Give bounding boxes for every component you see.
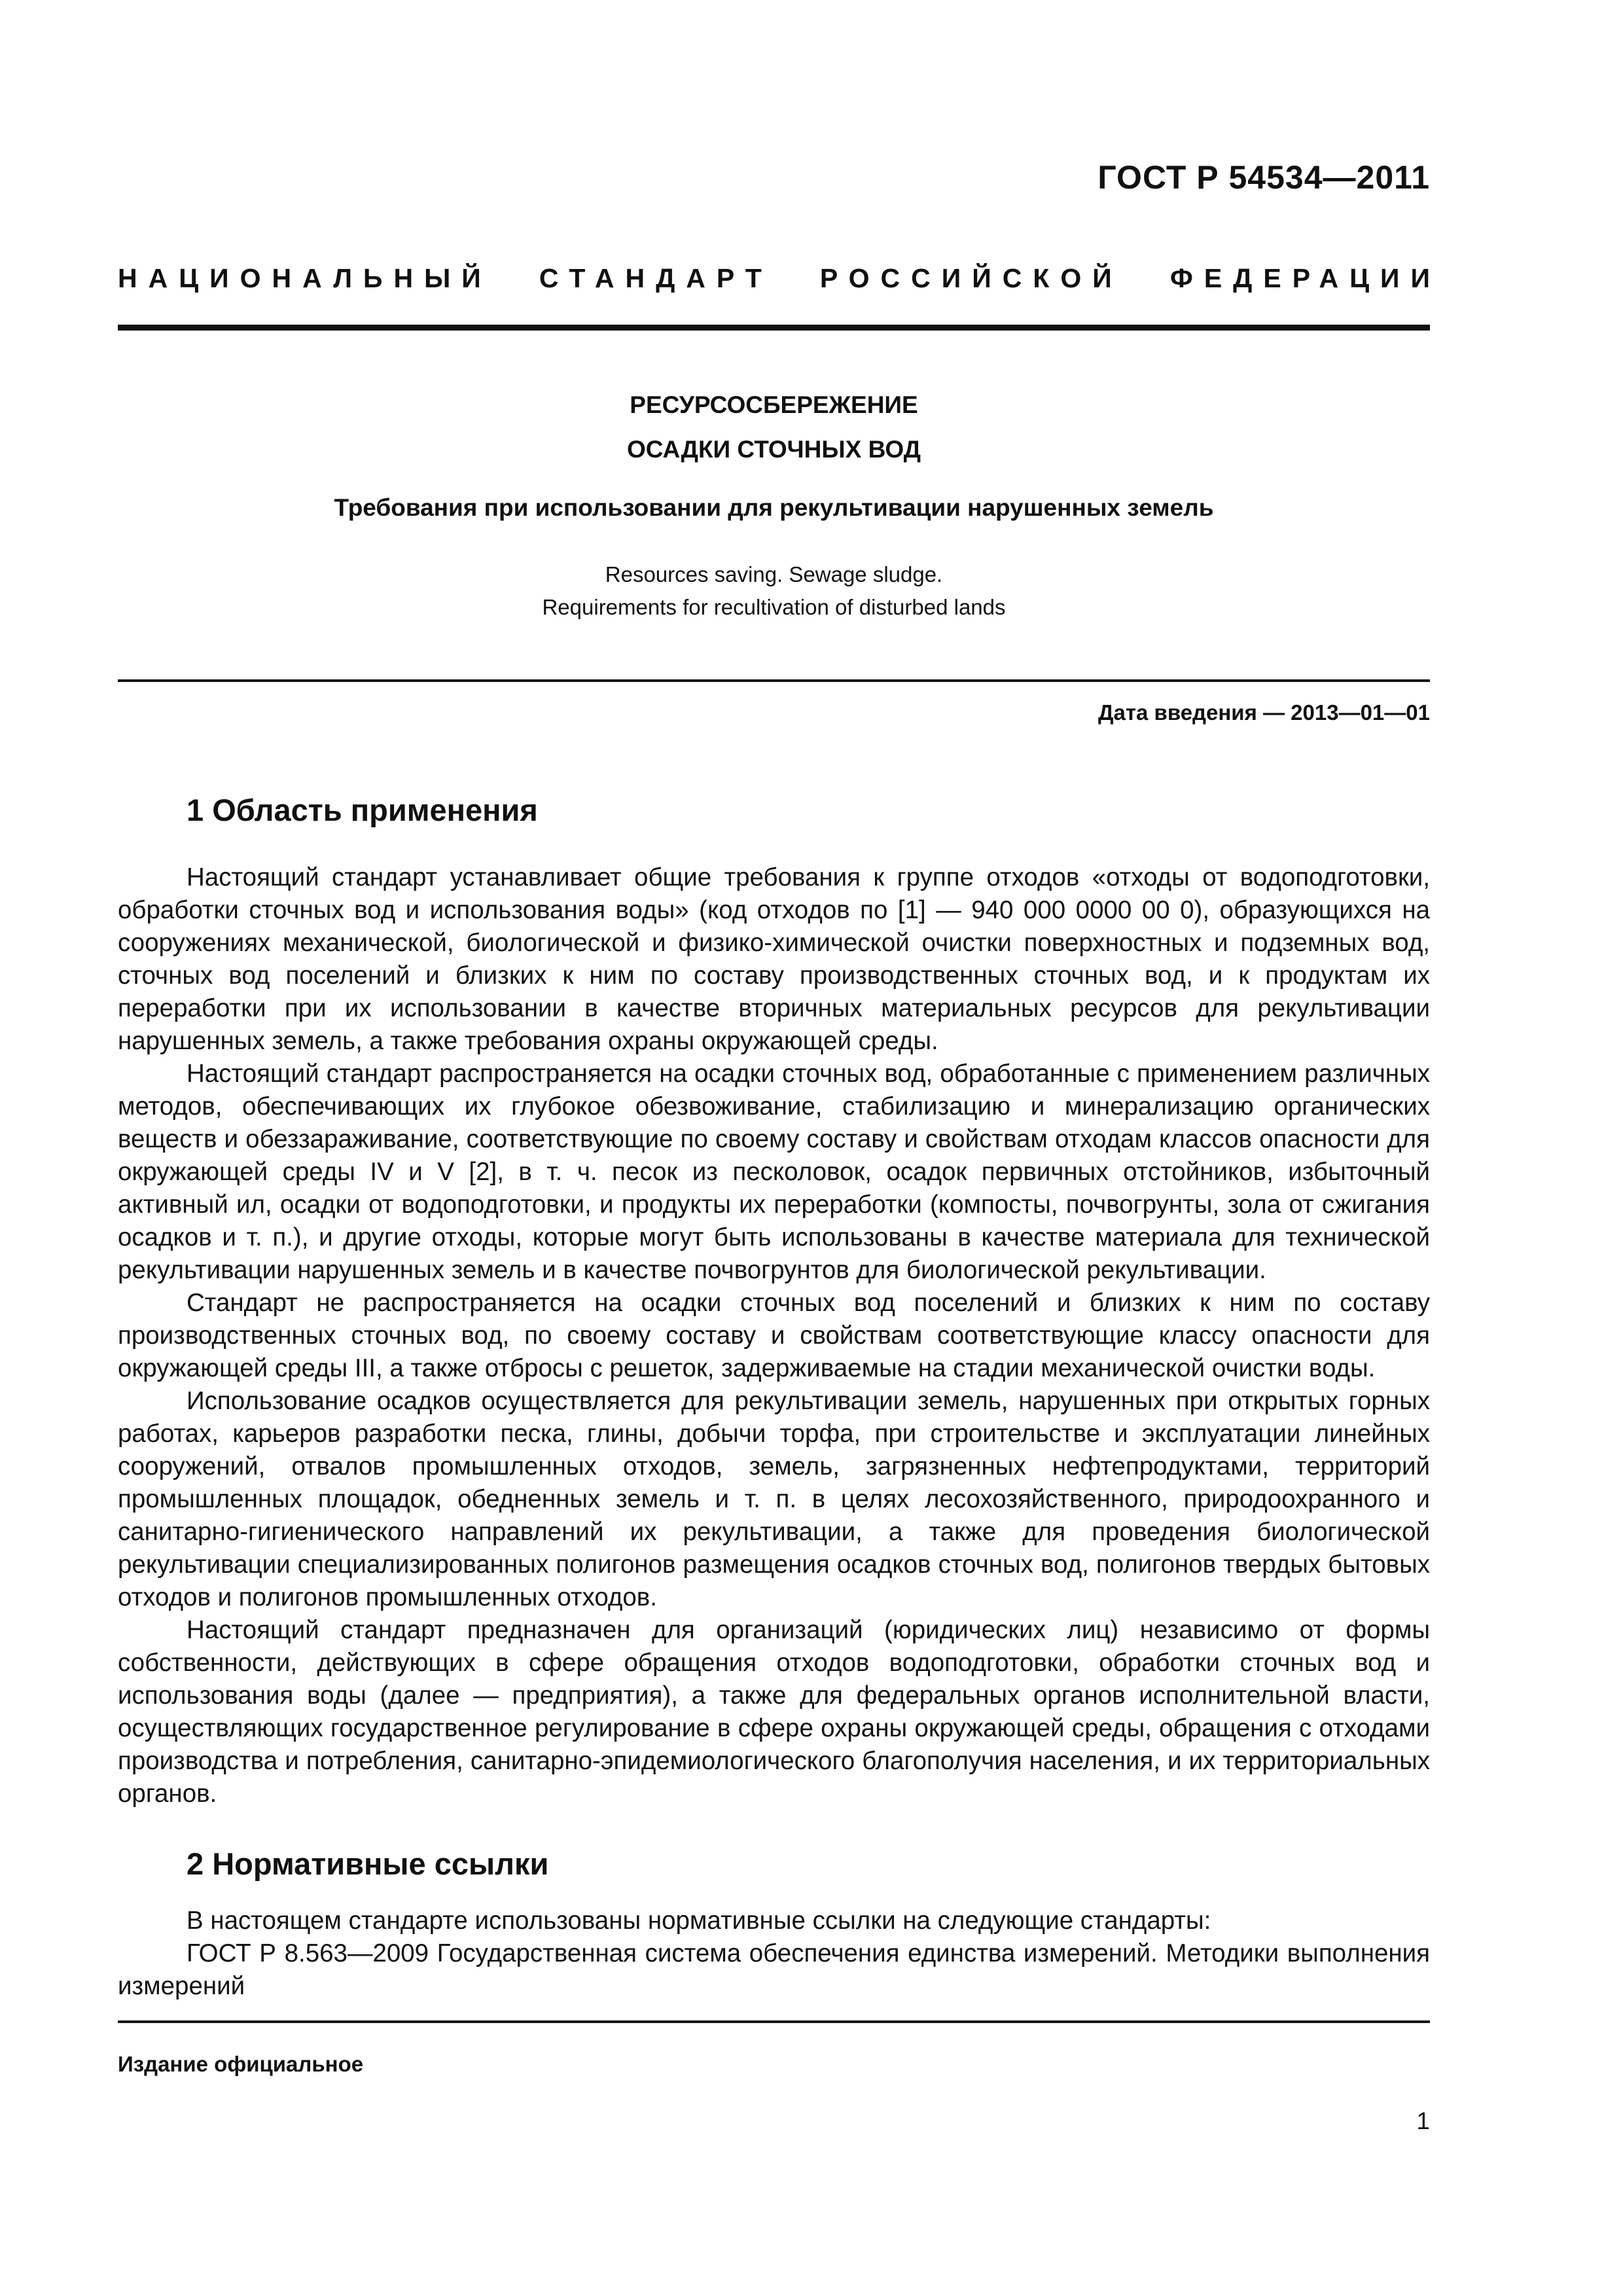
section-1-body (118, 861, 1430, 1810)
page-number: 1 (1416, 2108, 1430, 2134)
title-english (118, 558, 1430, 624)
intro-date: Дата введения — 2013—01—01 (1098, 700, 1430, 725)
title-line-2: ОСАДКИ СТОЧНЫХ ВОД (626, 436, 921, 463)
banner-word: СТАНДАРТ (539, 263, 773, 293)
title-line-1: РЕСУРСОСБЕРЕЖЕНИЕ (630, 391, 918, 418)
banner-word: НАЦИОНАЛЬНЫЙ (118, 263, 492, 293)
section-2-heading: 2 Нормативные ссылки (187, 1846, 549, 1881)
edition-label: Издание официальное (118, 2052, 364, 2076)
header-divider (118, 325, 1430, 331)
title-subtitle: Требования при использовании для рекультивации нарушенных земель (334, 494, 1214, 521)
paragraph: В настоящем стандарте использованы нормативные ссылки на следующие стандарты: (187, 1907, 1211, 1935)
banner-word: РОССИЙСКОЙ (819, 263, 1123, 293)
title-divider (118, 679, 1430, 682)
footer-divider (118, 2020, 1430, 2023)
paragraph: ГОСТ Р 8.563—2009 Государственная система обеспечения единства измерений. Методики выполнения измерений (118, 1939, 1430, 2000)
paragraph: Использование осадков осуществляется для рекультивации земель, нарушенных при открытых горных работах, карьеров разработки песка, глины, добычи торфа, при строительстве и эксплуатации линейных сооружений, отвалов промышленных отходов, земель, загрязненных нефтепродуктами, территорий промышленных площадок, обедненных земель и т. п. в целях лесохозяйственного, природоохранного и санитарно-гигиенического направлений их рекультивации, а также для проведения биологической рекультивации специализированных полигонов размещения осадков сточных вод, полигонов твердых бытовых отходов и полигонов промышленных отходов. (118, 1387, 1430, 1611)
banner-word: ФЕДЕРАЦИИ (1169, 263, 1441, 293)
section-1-heading: 1 Область применения (187, 793, 538, 827)
paragraph: Настоящий стандарт распространяется на осадки сточных вод, обработанные с применением различных методов, обеспечивающих их глубокое обезвоживание, стабилизацию и минерализацию органических веществ и обеззараживание, соответствующие по своему составу и свойствам отходам классов опасности для окружающей среды IV и V [2], в т. ч. песок из песколовок, осадок первичных отстойников, избыточный активный ил, осадки от водоподготовки, и продукты их переработки (компосты, почвогрунты, зола от сжигания осадков и т. п.), и другие отходы, которые могут быть использованы в качестве материала для технической рекультивации нарушенных земель и в качестве почвогрунтов для биологической рекультивации. (118, 1060, 1430, 1284)
paragraph: Настоящий стандарт устанавливает общие требования к группе отходов «отходы от водоподготовки, обработки сточных вод и использования воды» (код отходов по [1] — 940 000 0000 00 0), образующихся на сооружениях механической, биологической и физико-химической очистки поверхностных и подземных вод, сточных вод поселений и близких к ним по составу производственных сточных вод, и к продуктам их переработки при их использовании в качестве вторичных материальных ресурсов для рекультивации нарушенных земель, а также требования охраны окружающей среды. (118, 863, 1430, 1055)
paragraph: Стандарт не распространяется на осадки сточных вод поселений и близких к ним по составу производственных сточных вод, по своему составу и свойствам соответствующие классу опасности для окружающей среды III, а также отбросы с решеток, задерживаемые на стадии механической очистки воды. (118, 1289, 1430, 1382)
title-english-line-1: Resources saving. Sewage sludge. (605, 562, 943, 586)
paragraph: Настоящий стандарт предназначен для организаций (юридических лиц) независимо от формы собственности, действующих в сфере обращения отходов водоподготовки, обработки сточных вод и использования воды (далее — предприятия), а также для федеральных органов исполнительной власти, осуществляющих государственное регулирование в сфере охраны окружающей среды, обращения с отходами производства и потребления, санитарно-эпидемиологического благополучия населения, и их территориальных органов. (118, 1616, 1430, 1808)
title-english-line-2: Requirements for recultivation of disturbed lands (542, 595, 1006, 619)
doc-number: ГОСТ Р 54534—2011 (1097, 159, 1430, 196)
section-2-body (118, 1905, 1430, 2003)
title-block (118, 383, 1430, 624)
national-standard-banner (118, 263, 1441, 294)
